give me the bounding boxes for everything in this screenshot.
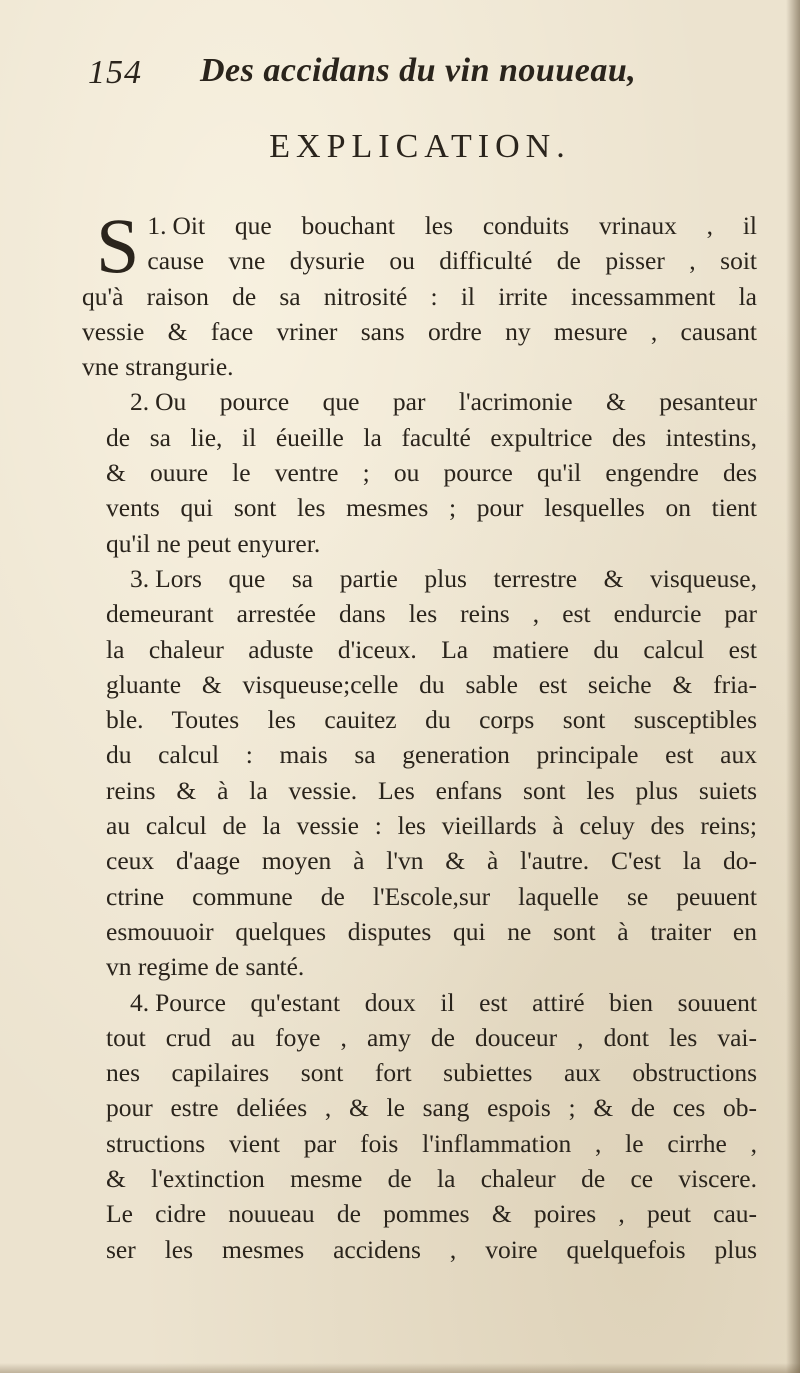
text-line: reins & à la vessie. Les enfans sont les plus suiets: [106, 775, 757, 805]
text-line: qu'à raison de sa nitrosité : il irrite incessamment la: [82, 281, 757, 311]
body-text: [82, 202, 757, 1267]
text-line: 2. Ou pource que par l'acrimonie & pesanteur: [130, 387, 757, 417]
text-line: ceux d'aage moyen à l'vn & à l'autre. C'est la do-: [106, 846, 757, 876]
text-line: demeurant arrestée dans les reins , est endurcie par: [106, 599, 757, 629]
text-line: gluante & visqueuse;celle du sable est seiche & fria-: [106, 669, 757, 699]
text-line: & ouure le ventre ; ou pource qu'il engendre des: [106, 458, 757, 488]
drop-cap: S: [96, 202, 140, 289]
text-line: vne strangurie.: [82, 352, 234, 382]
text-line: nes capilaires sont fort subiettes aux obstructions: [106, 1058, 757, 1088]
paragraph-2: [82, 384, 757, 560]
text-line: pour estre deliées , & le sang espois ; & de ces ob-: [106, 1093, 757, 1123]
text-line: 4. Pource qu'estant doux il est attiré bien souuent: [130, 987, 757, 1017]
page-number: 154: [88, 54, 142, 91]
text-line: 1. S Oit que bouchant les conduits vrinaux , il: [96, 202, 757, 289]
page-edge-shadow: [786, 0, 800, 1373]
paragraph-number: 1.: [147, 211, 167, 240]
section-title: EXPLICATION.: [269, 128, 571, 165]
running-head: [88, 50, 688, 100]
text-line: Le cidre nouueau de pommes & poires , peut cau-: [106, 1199, 757, 1229]
text-line: vessie & face vriner sans ordre ny mesure , causant: [82, 316, 757, 346]
paragraph-3: [82, 561, 757, 985]
paragraph-4: [82, 985, 757, 1267]
text-line: 3. Lors que sa partie plus terrestre & visqueuse,: [130, 563, 757, 593]
text-line: ctrine commune de l'Escole,sur laquelle se peuuent: [106, 881, 757, 911]
text-line: esmouuoir quelques disputes qui ne sont à traiter en: [106, 916, 757, 946]
text-line: tout crud au foye , amy de douceur , dont les vai-: [106, 1022, 757, 1052]
text-line: cause vne dysurie ou difficulté de pisser , soit: [147, 246, 757, 276]
paragraph-number: 3.: [130, 563, 150, 593]
text-line: vents qui sont les mesmes ; pour lesquelles on tient: [106, 493, 757, 523]
text-line: vn regime de santé.: [106, 952, 305, 982]
text-line: ser les mesmes accidens , voire quelquefois plus: [106, 1234, 757, 1264]
paragraph-1: [82, 202, 757, 384]
text-line: du calcul : mais sa generation principale est aux: [106, 740, 757, 770]
paragraph-number: 2.: [130, 387, 150, 417]
text-line: la chaleur aduste d'iceux. La matiere du calcul est: [106, 634, 757, 664]
text-line: au calcul de la vessie : les vieillards à celuy des reins;: [106, 811, 757, 841]
text-line: qu'il ne peut enyurer.: [106, 528, 321, 558]
paragraph-number: 4.: [130, 987, 150, 1017]
text-line: structions vient par fois l'inflammation , le cirrhe ,: [106, 1128, 757, 1158]
page-bottom-shadow: [0, 1363, 800, 1373]
text-line: & l'extinction mesme de la chaleur de ce viscere.: [106, 1164, 757, 1194]
running-head-title: Des accidans du vin nouueau,: [200, 52, 637, 89]
text-line: ble. Toutes les cauitez du corps sont susceptibles: [106, 705, 757, 735]
text-line: de sa lie, il éueille la faculté expultrice des intestins,: [106, 422, 757, 452]
